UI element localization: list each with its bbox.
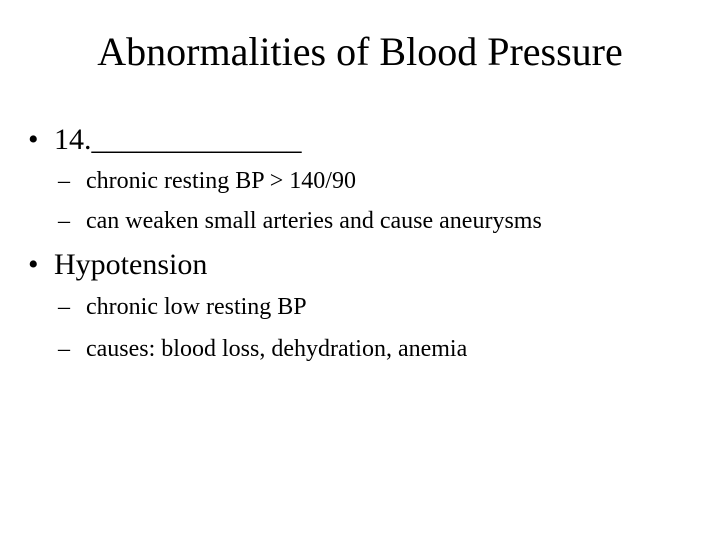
bullet-marker: • (28, 123, 39, 156)
bullet-item (28, 122, 302, 158)
sub-bullet-item (58, 166, 356, 196)
sub-bullet-marker: – (58, 208, 70, 234)
sub-bullet-marker: – (58, 168, 70, 194)
sub-bullet-marker: – (58, 336, 70, 362)
sub-bullet-text: chronic low resting BP (86, 294, 307, 320)
sub-bullet-marker: – (58, 294, 70, 320)
sub-bullet-item (58, 206, 542, 236)
bullet-text: Hypotension (54, 248, 208, 281)
sub-bullet-item (58, 292, 307, 322)
bullet-item (28, 247, 207, 283)
sub-bullet-item (58, 334, 467, 364)
sub-bullet-text: can weaken small arteries and cause aneurysms (86, 208, 542, 234)
bullet-text: 14.______________ (54, 123, 302, 156)
sub-bullet-text: chronic resting BP > 140/90 (86, 168, 356, 194)
sub-bullet-text: causes: blood loss, dehydration, anemia (86, 336, 468, 362)
slide-title: Abnormalities of Blood Pressure (97, 29, 623, 74)
bullet-marker: • (28, 248, 39, 281)
